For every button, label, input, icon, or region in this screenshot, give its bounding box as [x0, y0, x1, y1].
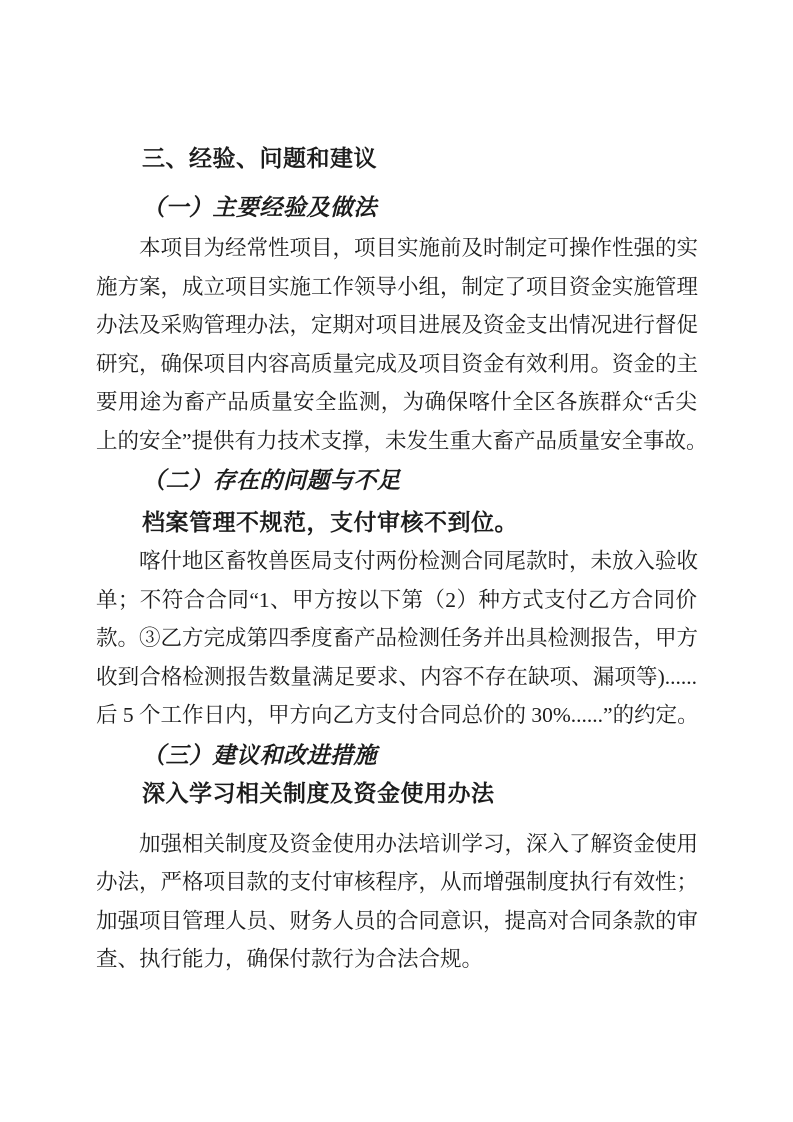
text-line: 收到合格检测报告数量满足要求、内容不存在缺项、漏项等)...... [96, 664, 697, 689]
text-line: 查、执行能力，确保付款行为合法合规。 [96, 947, 484, 971]
section-3-heading: （三）建议和改进措施 [142, 742, 377, 768]
text-line: 单；不符合合同“1、甲方按以下第（2）种方式支付乙方合同价 [96, 587, 697, 612]
section-2-lead-sentence: 档案管理不规范，支付审核不到位。 [142, 510, 518, 535]
section-3-paragraph [96, 825, 697, 979]
text-line: 喀什地区畜牧兽医局支付两份检测合同尾款时，未放入验收 [139, 549, 699, 573]
section-1-heading: （一）主要经验及做法 [142, 195, 377, 220]
text-line: 加强相关制度及资金使用办法培训学习，深入了解资金使用 [139, 831, 699, 856]
section-1-paragraph [96, 229, 708, 460]
text-line: 款。③乙方完成第四季度畜产品检测任务并出具检测报告，甲方 [96, 626, 699, 650]
text-line: 办法，严格项目款的支付审核程序，从而增强制度执行有效性； [96, 870, 699, 894]
section-2-heading: （二）存在的问题与不足 [142, 468, 401, 493]
section-2-paragraph [96, 542, 697, 735]
text-line: 后 5 个工作日内，甲方向乙方支付合同总价的 30%......”的约定。 [96, 703, 699, 727]
section-3-lead-sentence: 深入学习相关制度及资金使用办法 [142, 780, 495, 806]
text-line: 本项目为经常性项目，项目实施前及时制定可操作性强的实 [139, 236, 699, 260]
text-line: 研究，确保项目内容高质量完成及项目资金有效利用。资金的主 [96, 351, 699, 376]
text-line: 办法及采购管理办法，定期对项目进展及资金支出情况进行督促 [96, 313, 699, 337]
text-line: 施方案，成立项目实施工作领导小组，制定了项目资金实施管理 [96, 274, 699, 299]
text-line: 要用途为畜产品质量安全监测，为确保喀什全区各族群众“舌尖 [96, 390, 697, 414]
text-line: 加强项目管理人员、财务人员的合同意识，提高对合同条款的审 [96, 908, 699, 933]
text-line: 上的安全”提供有力技术支撑，未发生重大畜产品质量安全事故。 [96, 428, 708, 453]
main-heading: 三、经验、问题和建议 [142, 145, 377, 171]
